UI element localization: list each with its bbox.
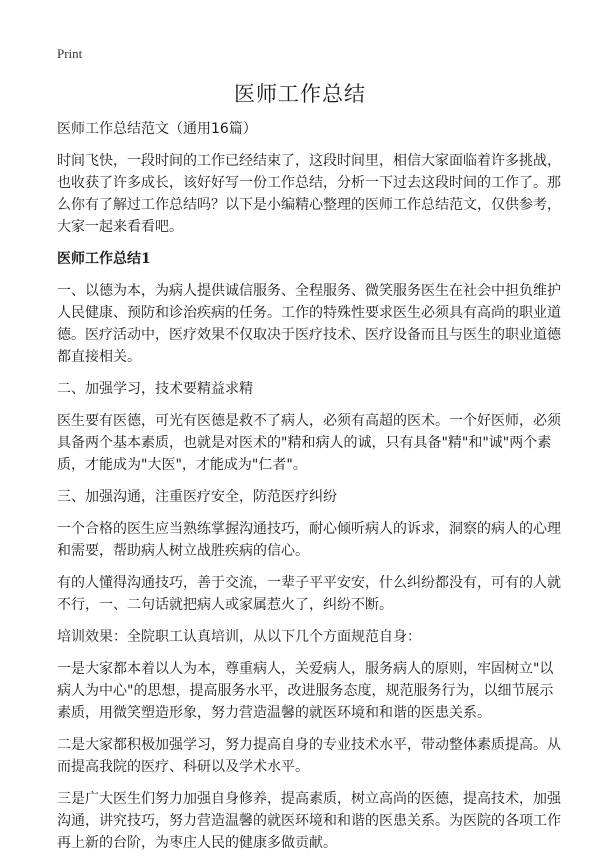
body-paragraph: 二、加强学习，技术要精益求精 — [57, 381, 253, 397]
body-paragraph: 一个合格的医生应当熟练掌握沟通技巧，耐心倾听病人的诉求，洞察的病人的心理和需要，帮助病人树立战胜疾病的信心。 — [57, 521, 561, 559]
document-body — [57, 118, 563, 864]
body-paragraph: 三是广大医生们努力加强自身修养，提高素质，树立高尚的医德，提高技术，加强沟通，讲究技巧，努力营造温馨的就医环境和和谐的医患关系。为医院的各项工作再上新的台阶，为枣庄人民的健康多做贡献。 — [57, 791, 561, 851]
body-paragraph: 一、以德为本，为病人提供诚信服务、全程服务、微笑服务医生在社会中担负维护人民健康、预防和诊治疾病的任务。工作的特殊性要求医生必须具有高尚的职业道德。医疗活动中，医疗效果不仅取决于医疗技术、医疗设备而且与医生的职业道德都直接相关。 — [57, 283, 561, 365]
print-link[interactable]: Print — [57, 46, 83, 61]
body-paragraph: 医生要有医德，可光有医德是救不了病人，必须有高超的医术。一个好医师，必须具备两个基本素质，也就是对医术的"精和病人的诚，只有具备"精"和"诚"两个素质，才能成为"大医"，才能成为"仁者"。 — [57, 413, 561, 473]
body-paragraph: 二是大家都积极加强学习，努力提高自身的专业技术水平，带动整体素质提高。从而提高我院的医疗、科研以及学术水平。 — [57, 737, 561, 775]
body-paragraph: 三、加强沟通，注重医疗安全，防范医疗纠纷 — [57, 489, 337, 505]
body-paragraph: 培训效果：全院职工认真培训，从以下几个方面规范自身： — [57, 629, 421, 645]
page-title: 医师工作总结 — [234, 82, 366, 106]
document-subtitle: 医师工作总结范文（通用16篇） — [57, 121, 257, 137]
intro-paragraph: 时间飞快，一段时间的工作已经结束了，这段时间里，相信大家面临着许多挑战，也收获了许多成长，该好好写一份工作总结，分析一下过去这段时间的工作了。那么你有了解过工作总结吗？以下是小编精心整理的医师工作总结范文，仅供参考，大家一起来看看吧。 — [57, 153, 561, 235]
body-paragraph: 一是大家都本着以人为本，尊重病人，关爱病人，服务病人的原则，牢固树立"以病人为中心"的思想，提高服务水平，改进服务态度，规范服务行为，以细节展示素质，用微笑塑造形象，努力营造温馨的就医环境和和谐的医患关系。 — [57, 661, 554, 721]
body-paragraph: 有的人懂得沟通技巧，善于交流，一辈子平平安安，什么纠纷都没有，可有的人就不行，一、二句话就把病人或家属惹火了，纠纷不断。 — [57, 575, 561, 613]
section-heading: 医师工作总结1 — [57, 251, 151, 267]
